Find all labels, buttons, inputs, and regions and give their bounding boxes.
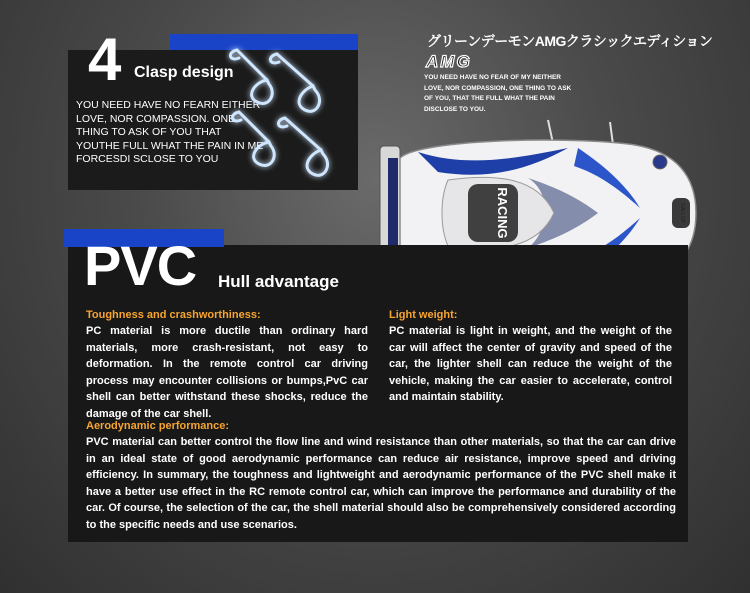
svg-text:GALLOP: GALLOP [679,202,685,224]
svg-text:AMG: AMG [426,52,472,70]
aerodynamic-heading: Aerodynamic performance: [86,420,230,432]
light-weight-heading: Light weight: [389,309,458,321]
amg-logo [424,52,494,70]
svg-text:RACING: RACING [495,187,510,239]
toughness-body: PC material is more ductile than ordinary hard materials, more crash-resistant, not easy to deformation. In the remote control car driving process may encounter collisions or bumps,PvC car shell can better withstand these shocks, reduce the damage of the car shell. [86,325,368,420]
clasp-title: Clasp design [134,64,234,81]
feature-number: 4 [88,26,122,93]
hull-advantage-subtitle: Hull advantage [218,272,339,291]
amg-description: YOU NEED HAVE NO FEAR OF MY NEITHER LOVE, NOR COMPASSION, ONE THING TO ASK OF YOU, THAT THE FULL WHAT THE PAIN DISCLOSE TO YOU. [424,74,572,113]
light-weight-body: PC material is light in weight, and the weight of the car will affect the center of gravity and speed of the car, the lighter shell can reduce the weight of the vehicle, making the car easier to accelerate, control and maintain stability. [389,325,672,403]
body-clips-image [225,40,350,190]
aerodynamic-body: PVC material can better control the flow line and wind resistance than other materials, so that the car can drive in an ideal state of good aerodynamic performance can reduce air resistance, improve speed and driving efficiency. In summary, the toughness and lightweight and aerodynamic performance of the PVC shell make it have a better use effect in the RC remote control car, which can improve the performance and durability of the car. Of course, the selection of the car, the shell material should also be comprehensively considered according to the specific needs and use scenarios. [86,436,676,531]
pvc-title: PVC [84,234,197,297]
toughness-heading: Toughness and crashworthiness: [86,309,261,321]
clasp-description: YOU NEED HAVE NO FEARN EITHER LOVE, NOR COMPASSION. ONE THING TO ASK OF YOU THAT YOUTHE FULL WHAT THE PAIN IN ME FORCESDI SCLOSE TO YOU [76,99,264,165]
japanese-product-title: グリーンデーモンAMGクラシックエディション [427,33,713,49]
